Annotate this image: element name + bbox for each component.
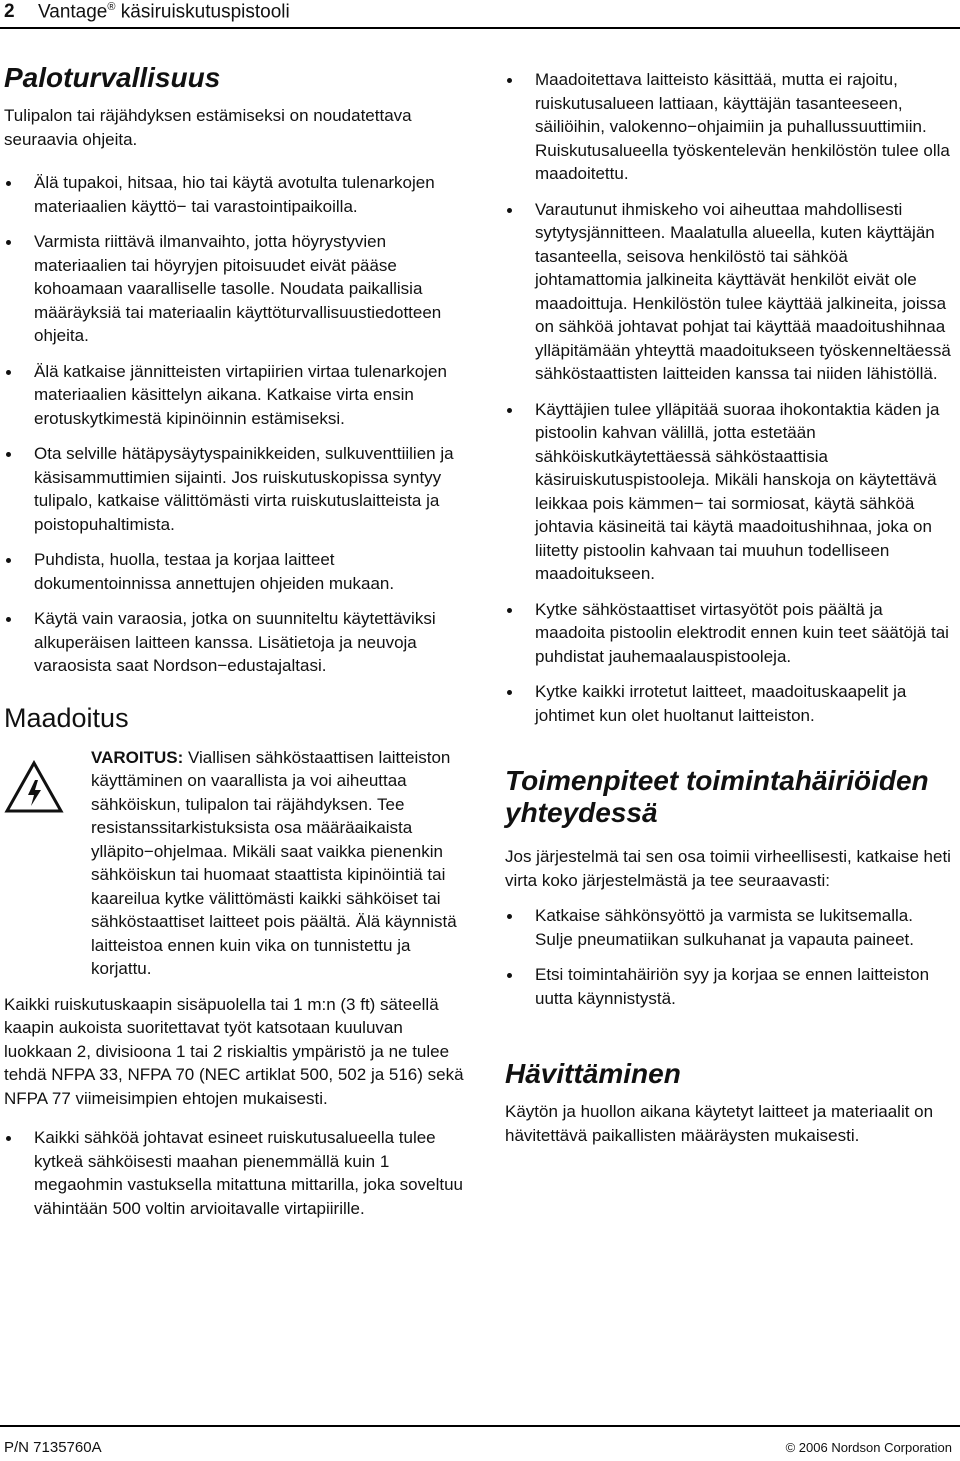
grounding-list-left xyxy=(4,1126,469,1220)
fire-safety-list xyxy=(4,171,469,678)
list-item: Käyttäjien tulee ylläpitää suoraa ihokontaktia käden ja pistoolin kahvan välillä, jotta estetään sähköiskutkäytettäessä sähköstaattisia käsiruiskutuspistooleja. Mikäli hanskoja on käytettävä leikkaa pois kämmen− tai sormiosat, käytä sähköä johtavia käsineitä tai käytä maadoitushihnaa, joka on liitetty pistoolin kahvaan tai muuhun todelliseen maadoitukseen. xyxy=(505,398,955,586)
warning-label: VAROITUS: xyxy=(91,747,184,767)
grounding-heading: Maadoitus xyxy=(4,702,129,733)
list-item: Kaikki sähköä johtavat esineet ruiskutusalueella tulee kytkeä sähköisesti maahan pienemmällä kuin 1 megaohmin vastuksella mitattuna mittarilla, joka soveltuu vähintään 500 voltin arvioitavalle virtapiirille. xyxy=(4,1126,469,1220)
malfunction-intro: Jos järjestelmä tai sen osa toimii virheellisesti, katkaise heti virta koko järjestelmästä ja tee seuraavasti: xyxy=(505,847,951,890)
grounding-list-right xyxy=(505,68,955,727)
document-subtitle: käsiruiskutuspistooli xyxy=(115,1,290,23)
document-title xyxy=(38,1,290,23)
warning-box xyxy=(4,746,469,981)
list-item: Kytke sähköstaattiset virtasyötöt pois päältä ja maadoita pistoolin elektrodit ennen kuin teet säätöjä tai puhdistat jauhemaalauspistooleja. xyxy=(505,598,955,669)
copyright: © 2006 Nordson Corporation xyxy=(785,1440,952,1455)
disposal-heading: Hävittäminen xyxy=(505,1058,681,1089)
list-item: Käytä vain varaosia, jotka on suunniteltu käytettäviksi alkuperäisen laitteen kanssa. Lisätietoja ja neuvoja varaosista saat Nordson−edustajaltasi. xyxy=(4,607,469,678)
disposal-text: Käytön ja huollon aikana käytetyt laitteet ja materiaalit on hävitettävä paikallisten määräysten mukaisesti. xyxy=(505,1102,934,1145)
part-number: P/N 7135760A xyxy=(4,1439,102,1456)
page-footer xyxy=(0,1425,960,1461)
list-item: Varautunut ihmiskeho voi aiheuttaa mahdollisesti sytytysjännitteen. Maalatulla alueella, kuten käyttäjän tasanteella, seisova henkilöstö tai sähköä johtamattomia jalkineita käyttävät henkilöt eivät ole maadoittuja. Henkilöstön tulee käyttää jalkineita, joissa on sähköä johtavat pohjat tai käyttää maadoitushihnaa ylläpitämään yhteyttä maadoitukseen työskenneltäessä sähköstaattisten laitteiden kanssa tai niiden lähistöllä. xyxy=(505,198,955,386)
page-header xyxy=(0,0,960,30)
list-item: Maadoitettava laitteisto käsittää, mutta ei rajoitu, ruiskutusalueen lattiaan, käyttäjän tasanteeseen, säiliöihin, valokenno−ohjaimiin ja puhallussuuttimiin. Ruiskutusalueella työskentelevän henkilöstön tulee olla maadoitettu. xyxy=(505,68,955,186)
grounding-paragraph: Kaikki ruiskutuskaapin sisäpuolella tai 1 m:n (3 ft) säteellä kaapin aukoista suoritettavat työt katsotaan kuuluvan luokkaan 2, divisioona 1 tai 2 riskialtis ympäristö ja ne tulee tehdä NFPA 33, NFPA 70 (NEC artiklat 500, 502 ja 516) sekä NFPA 77 viimeisimpien ehtojen mukaisesti. xyxy=(4,994,464,1108)
list-item: Kytke kaikki irrotetut laitteet, maadoituskaapelit ja johtimet kun olet huoltanut laitteiston. xyxy=(505,680,955,727)
footer-rule xyxy=(0,1425,960,1427)
electric-hazard-icon xyxy=(4,760,64,814)
malfunction-list xyxy=(505,904,955,1010)
registered-mark: ® xyxy=(107,1,116,13)
list-item: Katkaise sähkönsyöttö ja varmista se lukitsemalla. Sulje pneumatiikan sulkuhanat ja vapauta paineet. xyxy=(505,904,955,951)
fire-safety-heading: Paloturvallisuus xyxy=(4,62,221,93)
list-item: Älä tupakoi, hitsaa, hio tai käytä avotulta tulenarkojen materiaalien käyttö− tai varastointipaikoilla. xyxy=(4,171,469,218)
page-number: 2 xyxy=(4,1,15,22)
product-name: Vantage xyxy=(38,1,108,23)
list-item: Varmista riittävä ilmanvaihto, jotta höyrystyvien materiaalien tai höyryjen pitoisuudet eivät pääse kohoamaan vaaralliselle tasolle. Noudata paikallisia määräyksiä tai materiaalin käyttöturvallisuustiedotteen ohjeita. xyxy=(4,230,469,348)
header-rule xyxy=(0,27,960,29)
warning-body: Viallisen sähköstaattisen laitteiston käyttäminen on vaarallista ja voi aiheuttaa sähköiskun, tulipalon tai räjähdyksen. Tee resistanssitarkistuksista osa määräaikaista ylläpito−ohjelmaa. Mikäli saat vaikka pienenkin sähköiskun tai huomaat staattista kipinöintiä tai kaareilua kytke välittömästi kaikki sähköiset tai sähköstaattiset laitteet pois päältä. Älä käynnistä laitteistoa ennen kuin vika on tunnistettu ja korjattu. xyxy=(91,747,457,978)
fire-safety-intro: Tulipalon tai räjähdyksen estämiseksi on noudatettava seuraavia ohjeita. xyxy=(4,106,412,149)
list-item: Etsi toimintahäiriön syy ja korjaa se ennen laitteiston uutta käynnistystä. xyxy=(505,963,955,1010)
left-column xyxy=(4,62,469,1232)
list-item: Ota selville hätäpysäytyspainikkeiden, sulkuventtiilien ja käsisammuttimien sijainti. Jos ruiskutuskopissa syntyy tulipalo, katkaise välittömästi virta ruiskutuslaitteista ja poistopuhaltimista. xyxy=(4,442,469,536)
right-column xyxy=(505,68,955,1147)
malfunction-heading: Toimenpiteet toimintahäiriöiden yhteydessä xyxy=(505,765,929,828)
warning-text xyxy=(91,746,469,981)
list-item: Puhdista, huolla, testaa ja korjaa laitteet dokumentoinnissa annettujen ohjeiden mukaan. xyxy=(4,548,469,595)
list-item: Älä katkaise jännitteisten virtapiirien virtaa tulenarkojen materiaalien käsittelyn aikana. Katkaise virta ensin erotuskytkimestä kipinöinnin estämiseksi. xyxy=(4,360,469,431)
